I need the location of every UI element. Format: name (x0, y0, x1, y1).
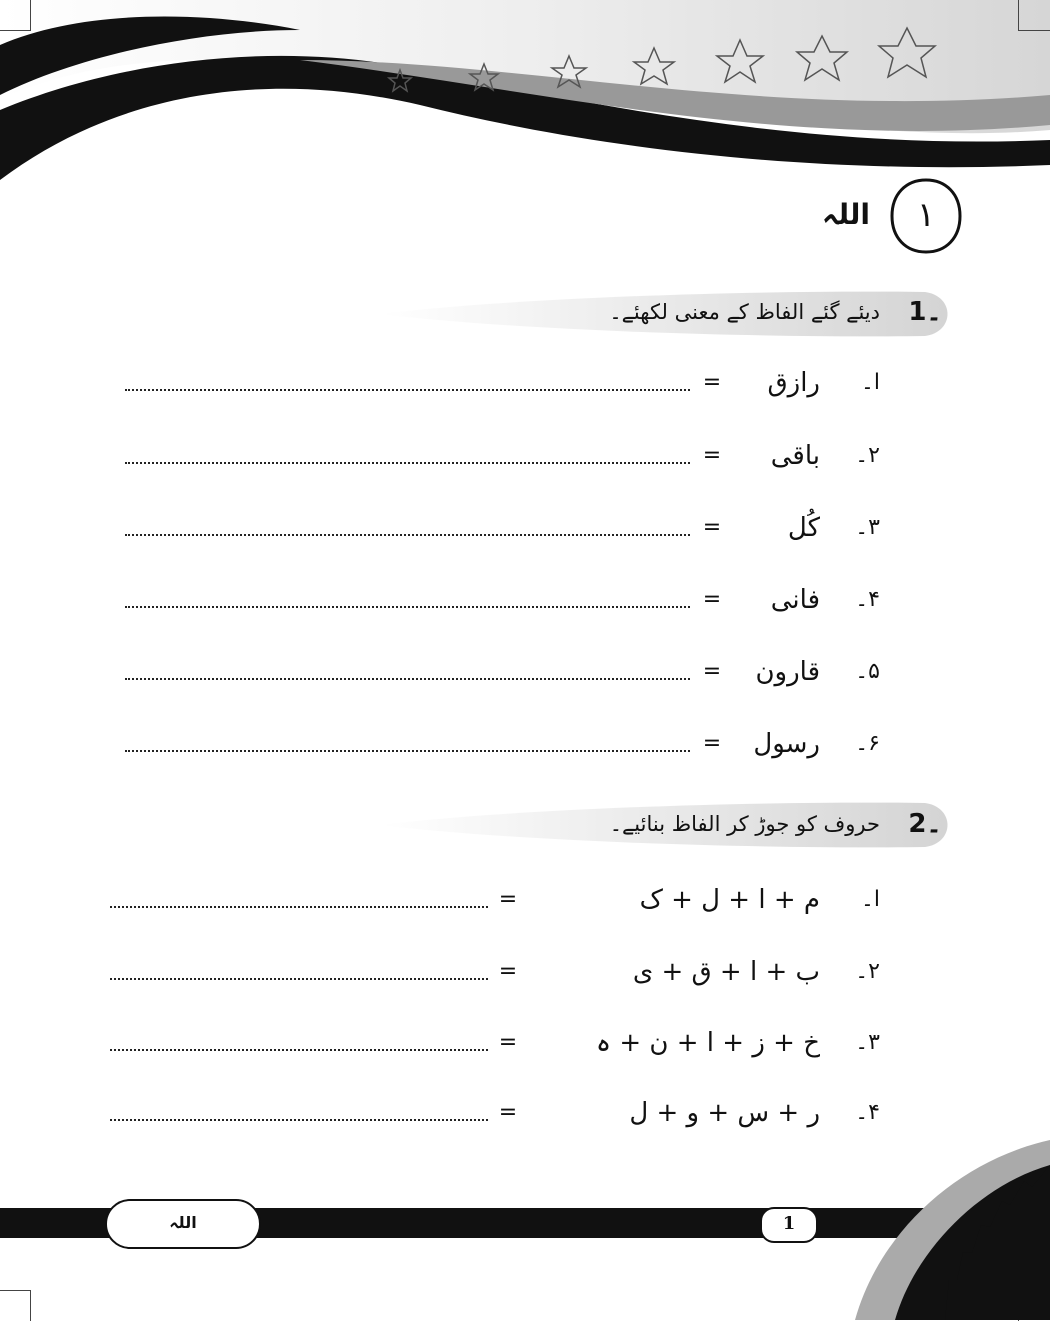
item-label: ۳۔ (855, 1030, 880, 1055)
question-1-row (100, 724, 900, 764)
answer-line[interactable] (125, 534, 690, 536)
item-label: ۲۔ (855, 959, 880, 984)
question-2-row (100, 1023, 900, 1063)
item-letters: ر + س + و + ل (629, 1098, 820, 1128)
page-number: 1 (760, 1207, 818, 1243)
item-label: ۴۔ (855, 1100, 880, 1125)
question-2-row (100, 1093, 900, 1133)
item-label: ۶۔ (855, 731, 880, 756)
item-word: کُل (787, 513, 820, 543)
item-word: باقی (770, 441, 820, 471)
item-label: ۵۔ (855, 659, 880, 684)
equals-sign: = (702, 443, 722, 468)
equals-sign: = (702, 370, 722, 395)
equals-sign: = (702, 659, 722, 684)
item-word: فانی (770, 585, 820, 615)
question-2-row (100, 880, 900, 920)
item-label: ۲۔ (855, 443, 880, 468)
equals-sign: = (702, 587, 722, 612)
question-1-row (100, 580, 900, 620)
answer-line[interactable] (110, 1049, 488, 1051)
item-word: قارون (755, 657, 820, 687)
answer-line[interactable] (110, 906, 488, 908)
question-1-instruction: دیئے گئے الفاظ کے معنی لکھئے۔ (609, 300, 880, 324)
item-word: رازق (767, 368, 820, 398)
item-letters: خ + ز + ا + ن + ہ (595, 1028, 820, 1058)
answer-line[interactable] (125, 750, 690, 752)
item-label: ۴۔ (855, 587, 880, 612)
lesson-number: ١ (916, 195, 936, 235)
item-label: ا۔ (860, 370, 880, 395)
equals-sign: = (702, 515, 722, 540)
question-1-row (100, 652, 900, 692)
footer-chapter-label: اللہ (105, 1199, 261, 1249)
equals-sign: = (498, 887, 518, 912)
item-label: ا۔ (860, 887, 880, 912)
header-decoration (0, 0, 1050, 190)
lesson-title: اللہ (822, 198, 870, 231)
answer-line[interactable] (125, 462, 690, 464)
question-1-number: 1۔ (908, 297, 942, 327)
item-label: ۳۔ (855, 515, 880, 540)
item-word: رسول (753, 729, 820, 759)
item-letters: ب + ا + ق + ی (632, 957, 820, 987)
question-2-instruction: حروف کو جوڑ کر الفاظ بنائیے۔ (609, 812, 880, 836)
equals-sign: = (498, 1100, 518, 1125)
answer-line[interactable] (110, 1119, 488, 1121)
crop-mark (1018, 0, 1050, 31)
answer-line[interactable] (110, 978, 488, 980)
item-letters: م + ا + ل + ک (639, 885, 820, 915)
equals-sign: = (498, 959, 518, 984)
question-2-row (100, 952, 900, 992)
equals-sign: = (702, 731, 722, 756)
equals-sign: = (498, 1030, 518, 1055)
crop-mark (0, 0, 31, 31)
answer-line[interactable] (125, 678, 690, 680)
question-1-row (100, 363, 900, 403)
answer-line[interactable] (125, 606, 690, 608)
answer-line[interactable] (125, 389, 690, 391)
question-1-row (100, 436, 900, 476)
question-1-row (100, 508, 900, 548)
question-2-number: 2۔ (908, 809, 942, 839)
